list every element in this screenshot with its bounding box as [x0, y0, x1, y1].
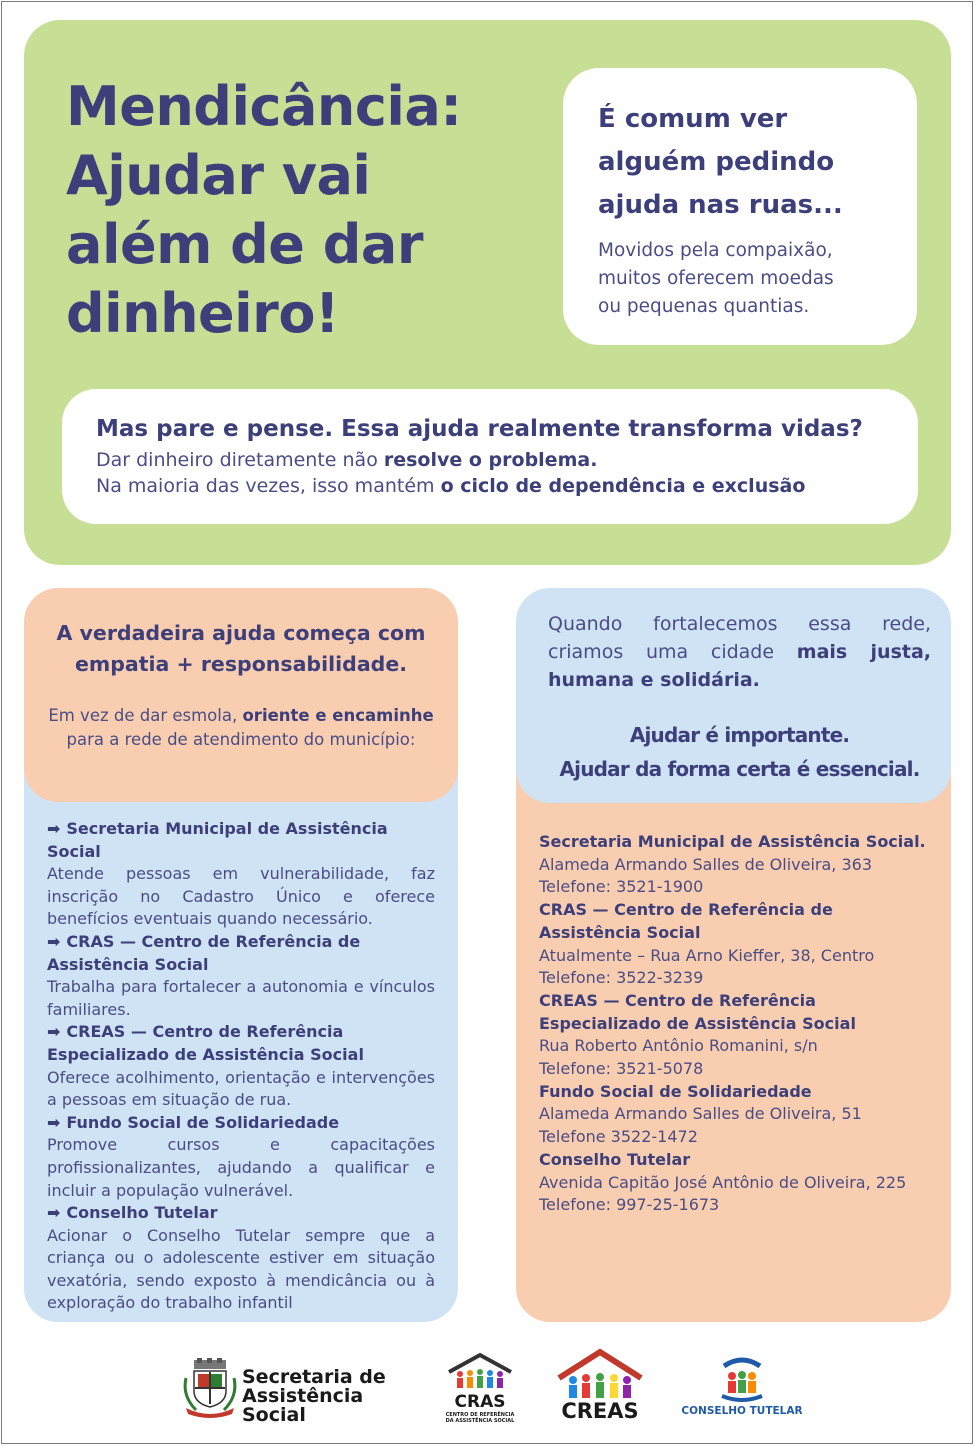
services-list [47, 818, 435, 1315]
network-quote: Ajudar é importante. Ajudar da forma certa é essencial. [559, 723, 920, 781]
list-item: ➡ CRAS — Centro de Referência de Assistência Social Trabalha para fortalecer a autonomia e vínculos familiares. [47, 931, 435, 1019]
network-text: Quando fortalecemos essa rede, criamos uma cidade mais justa, humana e solidária. [548, 613, 931, 691]
arrow-right-icon: ➡ [47, 1022, 61, 1042]
secretaria-logo [180, 1358, 410, 1426]
intro-card [563, 68, 917, 345]
page-title: Mendicância: Ajudar vai além de dar dinheiro! [66, 75, 462, 345]
list-item: Fundo Social de Solidariedade Alameda Armando Salles de Oliveira, 51 Telefone 3522-1472 [539, 1081, 862, 1147]
contacts-list [539, 831, 939, 1217]
network-card [516, 588, 951, 803]
list-item: CREAS — Centro de Referência Especializado de Assistência Social Rua Roberto Antônio Romanini, s/n Telefone: 3521-5078 [539, 990, 856, 1079]
list-item: Conselho Tutelar Avenida Capitão José Antônio de Oliveira, 225 Telefone: 997-25-1673 [539, 1149, 907, 1215]
empathy-text: Em vez de dar esmola, oriente e encaminhe para a rede de atendimento do município: [48, 706, 434, 749]
empathy-card [24, 588, 458, 802]
question-title: Mas pare e pense. Essa ajuda realmente transforma vidas? [96, 416, 863, 442]
intro-text: Movidos pela compaixão, muitos oferecem moedas ou pequenas quantias. [598, 240, 834, 317]
creas-logo [553, 1348, 647, 1426]
svg-text:CONSELHO TUTELAR: CONSELHO TUTELAR [681, 1405, 803, 1417]
secretaria-logo-text: Secretaria de Assistência Social [242, 1366, 386, 1426]
svg-text:CENTRO DE REFERÊNCIA: CENTRO DE REFERÊNCIA [445, 1412, 515, 1418]
list-item: ➡ Secretaria Municipal de Assistência Social Atende pessoas em vulnerabilidade, faz inscrição no Cadastro Único e oferece benefícios eventuais quando necessário. [47, 819, 435, 929]
list-item: ➡ Conselho Tutelar Acionar o Conselho Tutelar sempre que a criança ou o adolescente estiver em situação vexatória, sendo exposto à mendicância ou à exploração do trabalho infantil [47, 1203, 435, 1313]
svg-text:CRAS: CRAS [454, 1392, 506, 1412]
arrow-right-icon: ➡ [47, 1112, 61, 1132]
conselho-tutelar-icon [676, 1356, 808, 1420]
list-item: ➡ CREAS — Centro de Referência Especializado de Assistência Social Oferece acolhimento, orientação e intervenções a pessoas em situação de rua. [47, 1022, 435, 1110]
conselho-tutelar-logo [676, 1356, 808, 1420]
list-item: Secretaria Municipal de Assistência Social. Alameda Armando Salles de Oliveira, 363 Telefone: 3521-1900 [539, 832, 926, 897]
cras-logo [443, 1352, 517, 1428]
coat-of-arms-icon [180, 1358, 240, 1418]
question-card [62, 389, 918, 524]
list-item: ➡ Fundo Social de Solidariedade Promove cursos e capacitações profissionalizantes, ajudando a qualificar e incluir a população vulnerável. [47, 1112, 435, 1200]
svg-text:DA ASSISTÊNCIA SOCIAL: DA ASSISTÊNCIA SOCIAL [445, 1418, 515, 1424]
arrow-right-icon: ➡ [47, 819, 61, 838]
question-line-1: Dar dinheiro diretamente não resolve o problema. [96, 449, 598, 471]
cras-house-icon [443, 1352, 517, 1428]
svg-text:CREAS: CREAS [561, 1399, 639, 1423]
creas-house-icon [553, 1348, 647, 1426]
empathy-title: A verdadeira ajuda começa com empatia + responsabilidade. [56, 621, 426, 676]
list-item: CRAS — Centro de Referência de Assistência Social Atualmente – Rua Arno Kieffer, 38, Centro Telefone: 3522-3239 [539, 900, 875, 988]
arrow-right-icon: ➡ [47, 1203, 61, 1223]
arrow-right-icon: ➡ [47, 931, 61, 951]
question-line-2: Na maioria das vezes, isso mantém o ciclo de dependência e exclusão [96, 475, 806, 497]
intro-title: É comum ver alguém pedindo ajuda nas ruas... [598, 104, 843, 220]
